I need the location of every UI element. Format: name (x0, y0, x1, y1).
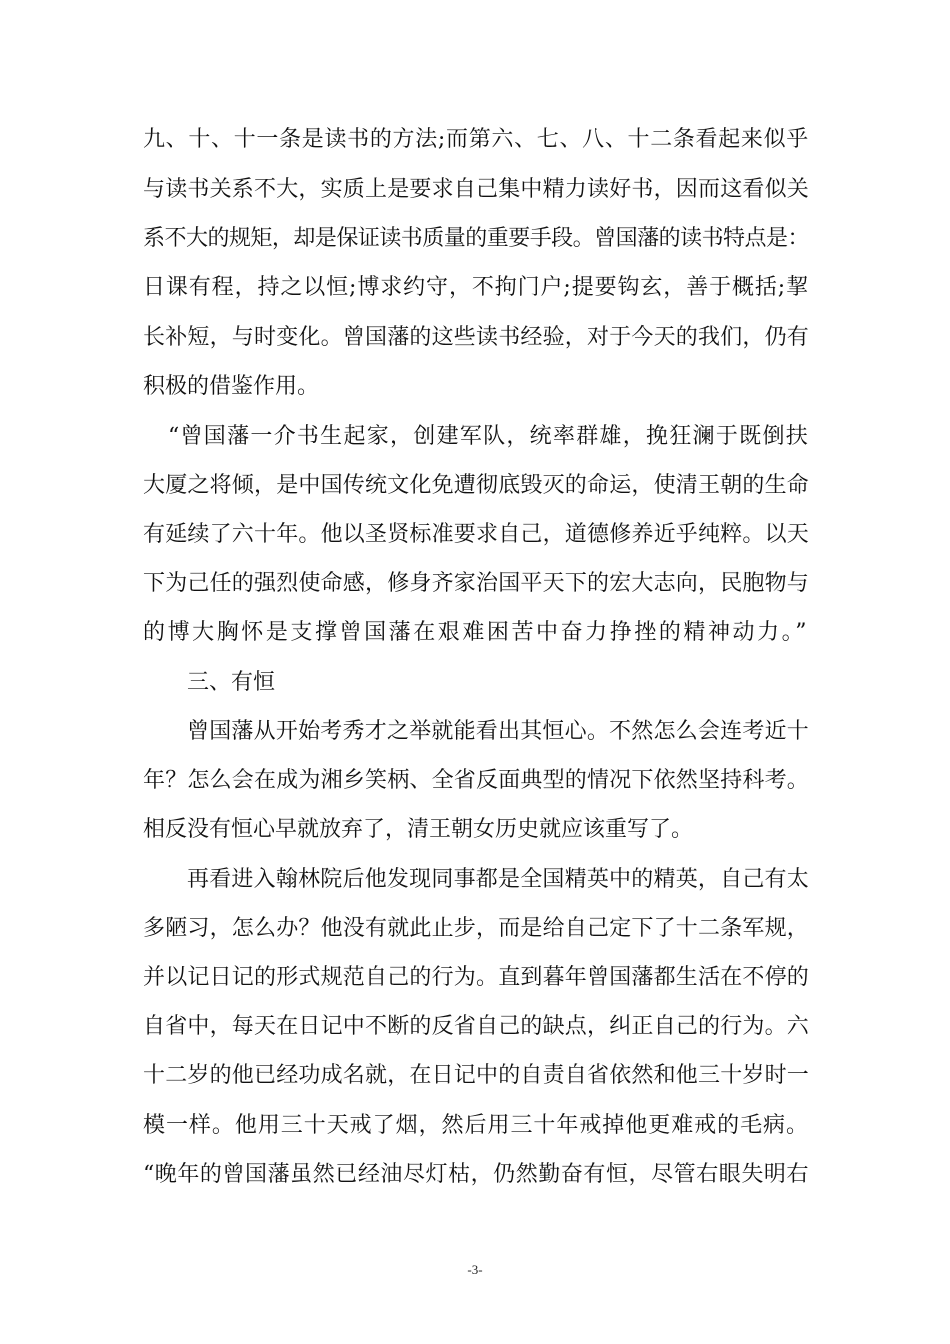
text-line: 自省中，每天在日记中不断的反省自己的缺点，纠正自己的行为。六 (143, 1014, 809, 1039)
text-line: “晚年的曾国藩虽然已经油尽灯枯，仍然勤奋有恒，尽管右眼失明右 (143, 1162, 809, 1187)
text-line: 积极的借鉴作用。 (143, 374, 320, 399)
text-line: 的博大胸怀是支撑曾国藩在艰难困苦中奋力挣挫的精神动力。” (143, 620, 809, 645)
text-line: 模一样。他用三十天戒了烟，然后用三十年戒掉他更难戒的毛病。 (143, 1113, 809, 1138)
text-line: 并以记日记的形式规范自己的行为。直到暮年曾国藩都生活在不停的 (143, 965, 809, 990)
text-line: 九、十、十一条是读书的方法;而第六、七、八、十二条看起来似乎 (143, 127, 809, 152)
text-line: 系不大的规矩，却是保证读书质量的重要手段。曾国藩的读书特点是： (143, 226, 809, 251)
text-line: 有延续了六十年。他以圣贤标准要求自己，道德修养近乎纯粹。以天 (143, 522, 809, 547)
text-line: 长补短，与时变化。曾国藩的这些读书经验，对于今天的我们，仍有 (143, 325, 809, 350)
text-line: 与读书关系不大，实质上是要求自己集中精力读好书，因而这看似关 (143, 177, 809, 202)
text-line: 大厦之将倾，是中国传统文化免遭彻底毁灭的命运，使清王朝的生命 (143, 473, 809, 498)
text-line: 下为己任的强烈使命感，修身齐家治国平天下的宏大志向，民胞物与 (143, 571, 809, 596)
section-heading: 三、有恒 (187, 670, 276, 695)
page-number: -3- (467, 1262, 483, 1277)
text-line: “曾国藩一介书生起家，创建军队，统率群雄，挽狂澜于既倒扶 (168, 424, 809, 449)
text-line: 相反没有恒心早就放弃了，清王朝女历史就应该重写了。 (143, 817, 694, 842)
text-line: 再看进入翰林院后他发现同事都是全国精英中的精英，自己有太 (187, 867, 809, 892)
text-line: 日课有程，持之以恒;博求约守，不拘门户;提要钩玄，善于概括;挈 (143, 275, 809, 300)
text-line: 年？怎么会在成为湘乡笑柄、全省反面典型的情况下依然坚持科考。 (143, 768, 809, 793)
text-line: 曾国藩从开始考秀才之举就能看出其恒心。不然怎么会连考近十 (187, 719, 809, 744)
text-line: 多陋习，怎么办？他没有就此止步，而是给自己定下了十二条军规， (143, 916, 809, 941)
text-line: 十二岁的他已经功成名就，在日记中的自责自省依然和他三十岁时一 (143, 1063, 809, 1088)
